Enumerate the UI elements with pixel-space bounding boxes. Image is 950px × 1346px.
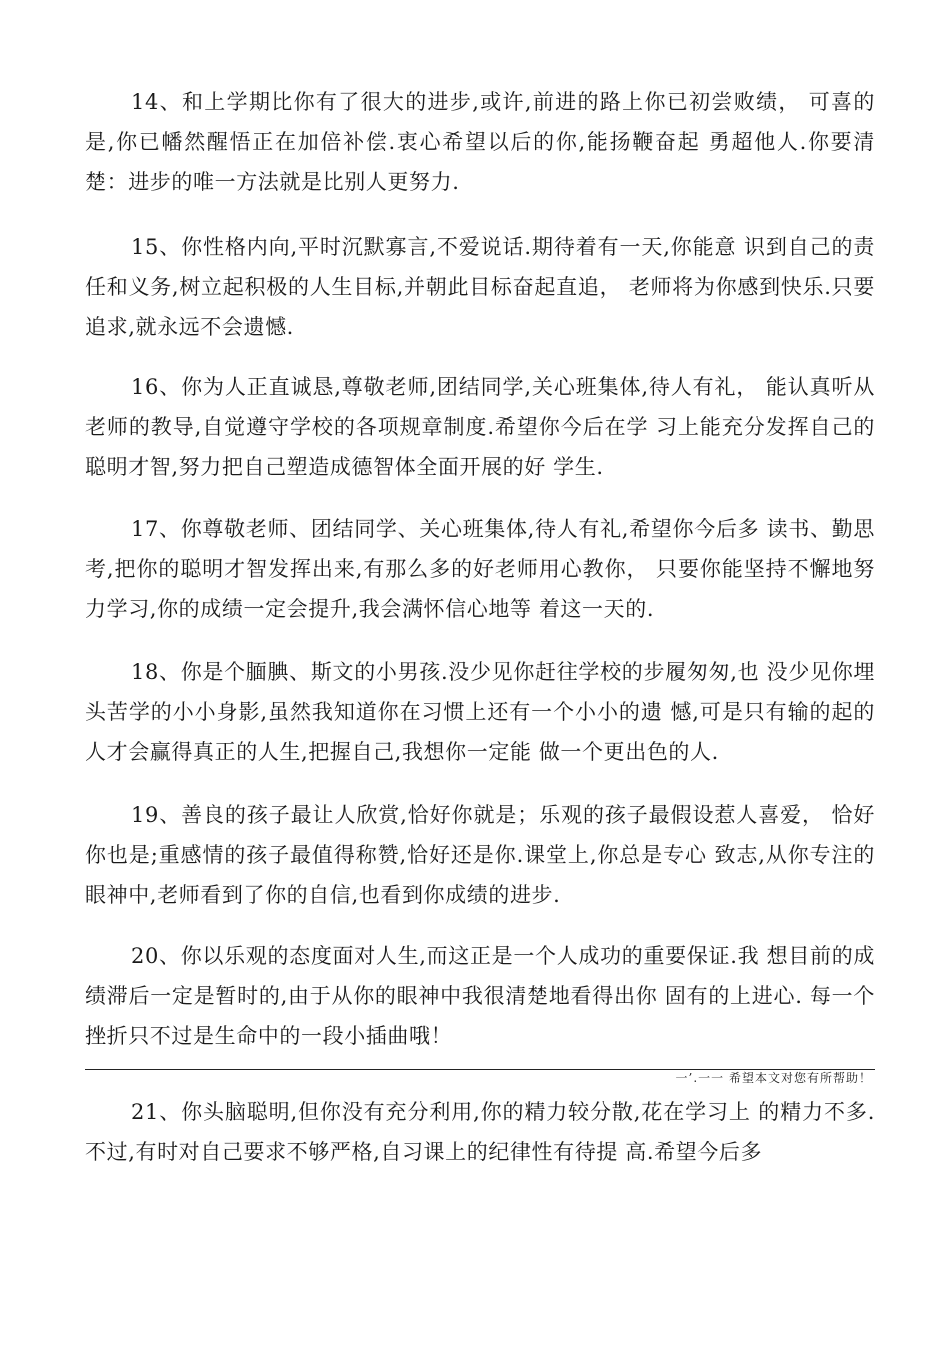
comment-paragraph-18: 18、你是个腼腆、斯文的小男孩.没少见你赶往学校的步履匆匆,也 没少见你埋头苦学的小小身影,虽然我知道你在习惯上还有一个小小的遗 憾,可是只有输的起的人才会赢得真正的人生,把握自己,我想你一定能 做一个更出色的人. [85, 660, 875, 764]
comment-paragraph-20: 20、你以乐观的态度面对人生,而这正是一个人成功的重要保证.我 想目前的成绩滞后一定是暂时的,由于从你的眼神中我很清楚地看得出你 固有的上进心. 每一个挫折只不过是生命中的一段小插曲哦！ [85, 944, 875, 1048]
comment-paragraph-21: 21、你头脑聪明,但你没有充分利用,你的精力较分散,花在学习上 的精力不多.不过,有时对自己要求不够严格,自习课上的纪律性有待提 高.希望今后多 [85, 1100, 875, 1164]
comment-paragraph-17: 17、你尊敬老师、团结同学、关心班集体,待人有礼,希望你今后多 读书、勤思考,把你的聪明才智发挥出来,有那么多的好老师用心教你， 只要你能坚持不懈地努力学习,你的成绩一定会提升,我会满怀信心地等 着这一天的. [85, 517, 875, 621]
footer-note: 一’.一一 希望本文对您有所帮助！ [675, 1071, 872, 1085]
comment-paragraph-19: 19、善良的孩子最让人欣赏,恰好你就是；乐观的孩子最假设惹人喜爱， 恰好你也是;重感情的孩子最值得称赞,恰好还是你.课堂上,你总是专心 致志,从你专注的眼神中,老师看到了你的自信,也看到你成绩的进步. [85, 803, 875, 907]
comment-paragraph-16: 16、你为人正直诚恳,尊敬老师,团结同学,关心班集体,待人有礼， 能认真听从老师的教导,自觉遵守学校的各项规章制度.希望你今后在学 习上能充分发挥自己的聪明才智,努力把自己塑造成德智体全面开展的好 学生. [85, 375, 875, 479]
comment-paragraph-14: 14、和上学期比你有了很大的进步,或许,前进的路上你已初尝败绩， 可喜的是,你已幡然醒悟正在加倍补偿.衷心希望以后的你,能扬鞭奋起 勇超他人.你要清楚：进步的唯一方法就是比别人更努力. [85, 90, 875, 194]
comment-paragraph-15: 15、你性格内向,平时沉默寡言,不爱说话.期待着有一天,你能意 识到自己的责任和义务,树立起积极的人生目标,并朝此目标奋起直追， 老师将为你感到快乐.只要追求,就永远不会遗憾. [85, 235, 875, 339]
